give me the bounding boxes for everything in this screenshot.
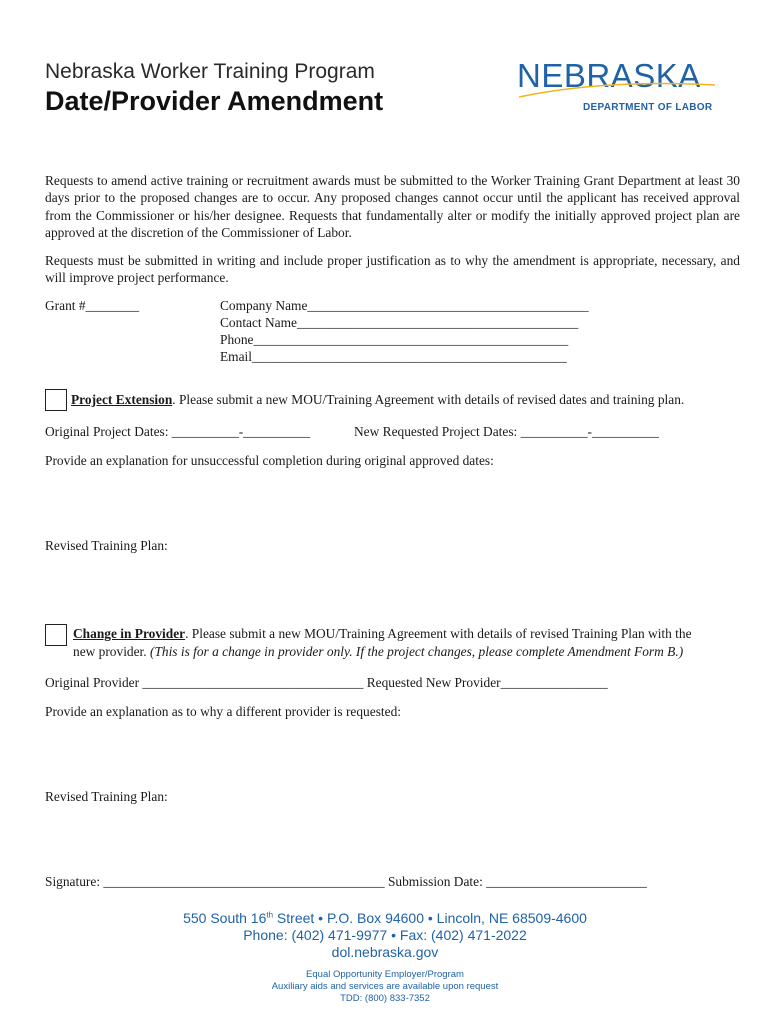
provider-fields[interactable]: Original Provider _________________________________ Requested New Provider________________ — [45, 675, 608, 690]
extension-explanation-label: Provide an explanation for unsuccessful completion during original approved dates: — [45, 453, 494, 468]
change-provider-label — [73, 626, 692, 642]
change-provider-note-line — [73, 644, 683, 660]
footer-tdd: TDD: (800) 833-7352 — [340, 993, 430, 1004]
new-project-dates-field[interactable]: New Requested Project Dates: __________-__________ — [354, 424, 659, 439]
original-project-dates-field[interactable]: Original Project Dates: __________-__________ — [45, 424, 311, 439]
footer-address — [0, 910, 770, 926]
project-extension-text: . Please submit a new MOU/Training Agreement with details of revised dates and training plan. — [172, 392, 685, 407]
footer-website[interactable]: dol.nebraska.gov — [331, 944, 439, 960]
phone-field[interactable]: Phone_______________________________________________ — [220, 332, 569, 347]
change-provider-note: (This is for a change in provider only. If the project changes, please complete Amendment Form B.) — [149, 644, 684, 659]
project-extension-label — [71, 392, 684, 408]
company-name-field[interactable]: Company Name__________________________________________ — [220, 298, 589, 313]
footer-eeo: Equal Opportunity Employer/Program — [306, 969, 464, 980]
intro-paragraph-1: Requests to amend active training or recruitment awards must be submitted to the Worker Training Grant Department at least 30 days prior to the proposed changes are to occur. Any proposed changes cannot occur until the applicant has received approval from the Commissioner or his/her designee. Requests that fundamentally alter or modify the initially approved project plan are approved at the discretion of the Commissioner of Labor. — [45, 173, 740, 241]
logo-wordmark: NEBRASKA — [517, 57, 701, 94]
grant-number-field[interactable]: Grant #________ — [45, 298, 140, 313]
change-provider-text: . Please submit a new MOU/Training Agreement with details of revised Training Plan with the — [185, 626, 692, 641]
project-extension-checkbox[interactable] — [45, 389, 67, 411]
change-provider-text-2: new provider. — [73, 644, 150, 659]
footer-address-b: Street • P.O. Box 94600 • Lincoln, NE 68509-4600 — [273, 910, 587, 926]
provider-revised-plan-label: Revised Training Plan: — [45, 789, 168, 804]
project-extension-heading: Project Extension — [71, 392, 173, 407]
program-name: Nebraska Worker Training Program — [45, 60, 375, 83]
footer-address-sup: th — [266, 910, 274, 920]
contact-name-field[interactable]: Contact Name__________________________________________ — [220, 315, 579, 330]
provider-explanation-label: Provide an explanation as to why a different provider is requested: — [45, 704, 401, 719]
nebraska-dol-logo — [515, 55, 725, 117]
page-title: Date/Provider Amendment — [45, 86, 384, 116]
signature-line[interactable]: Signature: __________________________________________ Submission Date: ________________________ — [45, 874, 647, 889]
intro-paragraph-2: Requests must be submitted in writing and include proper justification as to why the amendment is appropriate, necessary, and will improve project performance. — [45, 253, 740, 286]
change-provider-heading: Change in Provider — [73, 626, 186, 641]
extension-revised-plan-label: Revised Training Plan: — [45, 538, 168, 553]
footer-phone: Phone: (402) 471-9977 • Fax: (402) 471-2022 — [243, 927, 527, 943]
footer-address-a: 550 South 16 — [183, 910, 267, 926]
footer-aux: Auxiliary aids and services are available upon request — [271, 981, 499, 992]
change-provider-checkbox[interactable] — [45, 624, 67, 646]
logo-department: DEPARTMENT OF LABOR — [583, 102, 713, 113]
email-field[interactable]: Email_______________________________________________ — [220, 349, 567, 364]
